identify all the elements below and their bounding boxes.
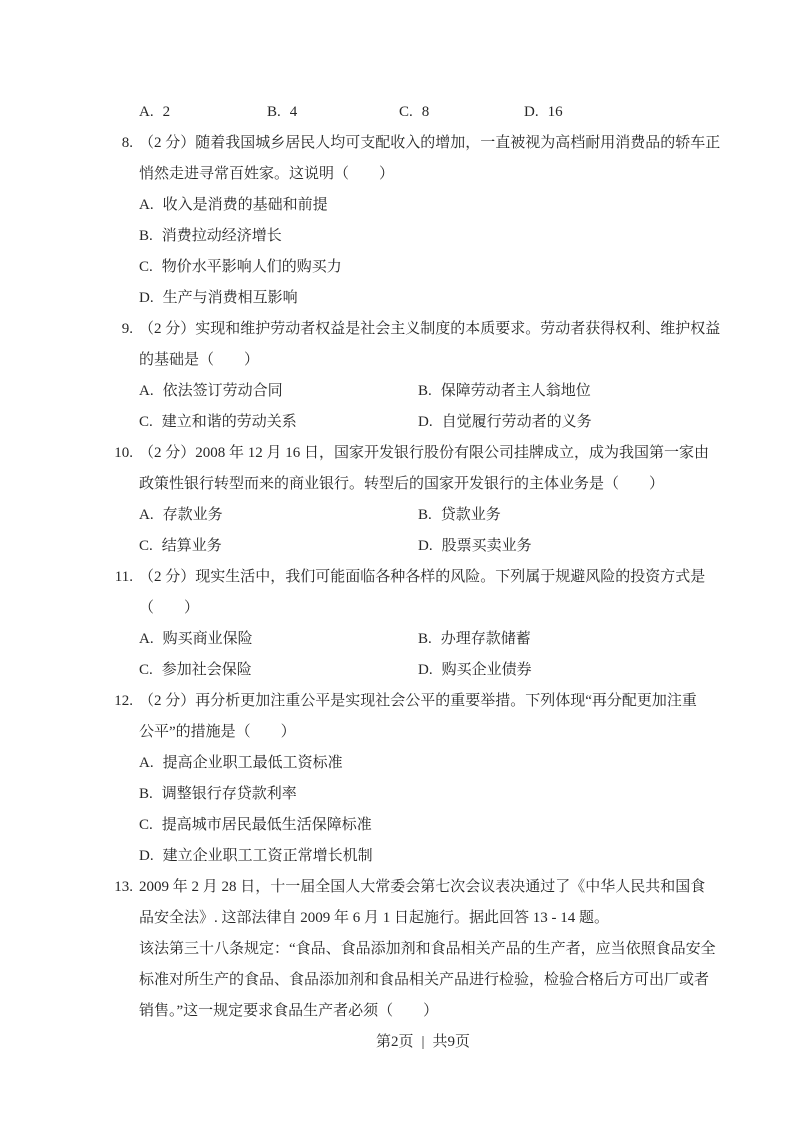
option-label: A. bbox=[139, 197, 154, 213]
option-text: 调整银行存贷款利率 bbox=[161, 786, 297, 802]
page-number-separator: | bbox=[421, 1034, 425, 1050]
option-label: C. bbox=[139, 662, 153, 678]
option-label: D. bbox=[418, 538, 433, 554]
option-label: C. bbox=[139, 817, 153, 833]
option-text: 购买企业债券 bbox=[441, 662, 532, 678]
option-11-A bbox=[139, 624, 418, 655]
question-number: 8. bbox=[121, 135, 133, 151]
question-10 bbox=[114, 438, 710, 562]
option-label: C. bbox=[399, 104, 413, 120]
stem-line: 政策性银行转型而来的商业银行。转型后的国家开发银行的主体业务是（ ） bbox=[139, 476, 665, 492]
stem-line: 公平”的措施是（ ） bbox=[139, 724, 296, 740]
option-text: 物价水平影响人们的购买力 bbox=[161, 259, 342, 275]
option-label: D. bbox=[139, 290, 154, 306]
option-10-D bbox=[418, 531, 707, 562]
option-8-C bbox=[139, 252, 707, 283]
option-label: B. bbox=[418, 383, 432, 399]
page-number-current: 第2页 bbox=[375, 1034, 414, 1050]
option-text: 8 bbox=[421, 104, 430, 120]
question-12 bbox=[114, 686, 707, 872]
question-8 bbox=[121, 128, 721, 314]
page-footer bbox=[139, 1027, 707, 1058]
question-9 bbox=[121, 314, 721, 438]
stem-line: 的基础是（ ） bbox=[139, 352, 260, 368]
option-9-C bbox=[139, 407, 418, 438]
option-8-B bbox=[139, 221, 707, 252]
option-label: D. bbox=[524, 104, 539, 120]
question-number: 9. bbox=[121, 321, 133, 337]
question-number: 10. bbox=[114, 445, 133, 461]
option-label: A. bbox=[139, 383, 154, 399]
option-label: A. bbox=[139, 507, 154, 523]
option-text: 办理存款储蓄 bbox=[440, 631, 531, 647]
option-carryover-C bbox=[399, 97, 524, 128]
option-text: 16 bbox=[547, 104, 563, 120]
option-label: B. bbox=[139, 786, 153, 802]
options-group bbox=[139, 748, 707, 872]
option-text: 提高城市居民最低生活保障标准 bbox=[161, 817, 372, 833]
option-text: 结算业务 bbox=[161, 538, 222, 554]
stem-line: 悄然走进寻常百姓家。这说明（ ） bbox=[139, 166, 395, 182]
option-text: 消费拉动经济增长 bbox=[161, 228, 282, 244]
option-text: 4 bbox=[289, 104, 298, 120]
stem-line: （2 分）随着我国城乡居民人均可支配收入的增加，一直被视为高档耐用消费品的轿车正 bbox=[139, 135, 721, 151]
passage-line: 该法第三十八条规定：“食品、食品添加剂和食品相关产品的生产者，应当依照食品安全 bbox=[139, 941, 716, 957]
option-11-C bbox=[139, 655, 418, 686]
stem-line: （2 分）2008 年 12 月 16 日，国家开发银行股份有限公司挂牌成立，成为我国第一家由 bbox=[139, 445, 710, 461]
option-carryover-A bbox=[139, 97, 267, 128]
option-text: 提高企业职工最低工资标准 bbox=[162, 755, 343, 771]
passage-line: 销售。”这一规定要求食品生产者必须（ ） bbox=[139, 1003, 439, 1019]
option-9-D bbox=[418, 407, 707, 438]
option-label: A. bbox=[139, 755, 154, 771]
question-13 bbox=[114, 872, 716, 1027]
option-text: 建立和谐的劳动关系 bbox=[161, 414, 297, 430]
options-group bbox=[139, 376, 707, 438]
option-text: 生产与消费相互影响 bbox=[162, 290, 298, 306]
stem-line: （2 分）实现和维护劳动者权益是社会主义制度的本质要求。劳动者获得权利、维护权益 bbox=[139, 321, 721, 337]
stem-line: （2 分）再分析更加注重公平是实现社会公平的重要举措。下列体现“再分配更加注重 bbox=[139, 693, 697, 709]
options-group bbox=[139, 624, 707, 686]
option-label: D. bbox=[418, 414, 433, 430]
stem-line: （ ） bbox=[139, 600, 200, 616]
option-12-D bbox=[139, 841, 707, 872]
page-content bbox=[114, 0, 721, 1058]
option-10-B bbox=[418, 500, 707, 531]
option-text: 收入是消费的基础和前提 bbox=[162, 197, 328, 213]
option-label: D. bbox=[418, 662, 433, 678]
option-label: A. bbox=[139, 104, 154, 120]
question-number: 11. bbox=[114, 569, 133, 585]
option-text: 参加社会保险 bbox=[161, 662, 252, 678]
stem-line: 2009 年 2 月 28 日，十一届全国人大常委会第七次会议表决通过了《中华人民共和国食 bbox=[139, 879, 706, 895]
carryover-options-row bbox=[139, 97, 707, 128]
option-label: B. bbox=[139, 228, 153, 244]
options-group bbox=[139, 500, 707, 562]
stem-line: 品安全法》. 这部法律自 2009 年 6 月 1 日起施行。据此回答 13 - 14 题。 bbox=[139, 910, 609, 926]
options-group bbox=[139, 190, 707, 314]
option-10-A bbox=[139, 500, 418, 531]
question-number: 12. bbox=[114, 693, 133, 709]
questions-container bbox=[114, 128, 721, 1027]
option-text: 存款业务 bbox=[162, 507, 223, 523]
option-12-A bbox=[139, 748, 707, 779]
option-8-A bbox=[139, 190, 707, 221]
option-text: 贷款业务 bbox=[440, 507, 501, 523]
option-label: A. bbox=[139, 631, 154, 647]
question-11 bbox=[114, 562, 707, 686]
question-number: 13. bbox=[114, 879, 133, 895]
option-label: C. bbox=[139, 414, 153, 430]
option-text: 保障劳动者主人翁地位 bbox=[440, 383, 591, 399]
option-text: 2 bbox=[162, 104, 171, 120]
passage-line: 标准对所生产的食品、食品添加剂和食品相关产品进行检验，检验合格后方可出厂或者 bbox=[139, 972, 710, 988]
option-12-C bbox=[139, 810, 707, 841]
option-text: 股票买卖业务 bbox=[441, 538, 532, 554]
option-12-B bbox=[139, 779, 707, 810]
option-text: 依法签订劳动合同 bbox=[162, 383, 283, 399]
option-label: D. bbox=[139, 848, 154, 864]
option-label: B. bbox=[418, 631, 432, 647]
option-label: B. bbox=[267, 104, 281, 120]
page-number-total: 共9页 bbox=[432, 1034, 471, 1050]
option-label: B. bbox=[418, 507, 432, 523]
option-11-D bbox=[418, 655, 707, 686]
option-text: 建立企业职工工资正常增长机制 bbox=[162, 848, 373, 864]
option-8-D bbox=[139, 283, 707, 314]
option-label: C. bbox=[139, 538, 153, 554]
option-9-B bbox=[418, 376, 707, 407]
option-text: 自觉履行劳动者的义务 bbox=[441, 414, 592, 430]
option-carryover-B bbox=[267, 97, 399, 128]
option-label: C. bbox=[139, 259, 153, 275]
stem-line: （2 分）现实生活中，我们可能面临各种各样的风险。下列属于规避风险的投资方式是 bbox=[139, 569, 706, 585]
option-11-B bbox=[418, 624, 707, 655]
option-10-C bbox=[139, 531, 418, 562]
option-carryover-D bbox=[524, 97, 707, 128]
option-9-A bbox=[139, 376, 418, 407]
option-text: 购买商业保险 bbox=[162, 631, 253, 647]
